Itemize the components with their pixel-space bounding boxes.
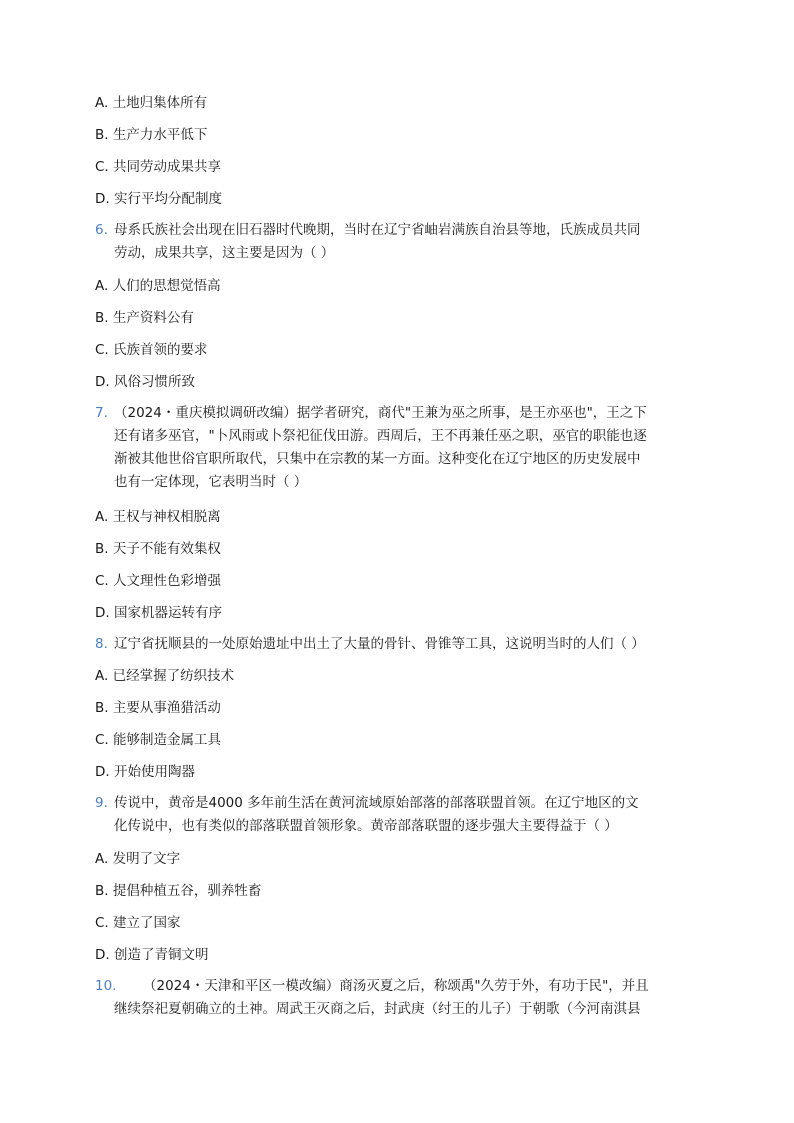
option-d[interactable]: D. 实行平均分配制度 bbox=[95, 191, 222, 207]
option-b[interactable]: B. 生产资料公有 bbox=[95, 310, 194, 326]
question-text: 还有诸多巫官，"卜风雨或卜祭祀征伐田游。西周后，王不再兼任巫之职，巫官的职能也逐 bbox=[114, 428, 647, 444]
option-d[interactable]: D. 风俗习惯所致 bbox=[95, 374, 195, 390]
option-b[interactable]: B. 天子不能有效集权 bbox=[95, 541, 221, 557]
option-c[interactable]: C. 能够制造金属工具 bbox=[95, 732, 222, 748]
question-9-stem bbox=[95, 792, 695, 838]
question-text: 渐被其他世俗官职所取代，只集中在宗教的某一方面。这种变化在辽宁地区的历史发展中 bbox=[114, 451, 641, 467]
question-10-stem bbox=[95, 975, 695, 1021]
option-c[interactable]: C. 氏族首领的要求 bbox=[95, 342, 208, 358]
question-text: （2024・天津和平区一模改编）商汤灭夏之后，称颂禹"久劳于外，有功于民"，并且 bbox=[143, 978, 649, 994]
question-text: 母系氏族社会出现在旧石器时代晚期，当时在辽宁省岫岩满族自治县等地，氏族成员共同 bbox=[114, 222, 641, 238]
question-number: 7. bbox=[95, 405, 108, 421]
question-number: 10. bbox=[95, 978, 117, 994]
option-d[interactable]: D. 创造了青铜文明 bbox=[95, 947, 209, 963]
question-text: 继续祭祀夏朝确立的土神。周武王灭商之后，封武庚（纣王的儿子）于朝歌（今河南淇县 bbox=[114, 1001, 641, 1017]
question-text: 辽宁省抚顺县的一处原始遗址中出土了大量的骨针、骨锥等工具，这说明当时的人们（ ） bbox=[114, 636, 645, 652]
option-a[interactable]: A. 人们的思想觉悟高 bbox=[95, 278, 221, 294]
question-7-stem bbox=[95, 402, 695, 494]
option-d[interactable]: D. 开始使用陶器 bbox=[95, 764, 195, 780]
option-a[interactable]: A. 王权与神权相脱离 bbox=[95, 509, 221, 525]
question-number: 6. bbox=[95, 222, 108, 238]
question-text: 传说中，黄帝是4000 多年前生活在黄河流域原始部落的部落联盟首领。在辽宁地区的文 bbox=[114, 795, 639, 811]
option-b[interactable]: B. 主要从事渔猎活动 bbox=[95, 700, 221, 716]
question-6-stem bbox=[95, 219, 695, 265]
option-a[interactable]: A. 土地归集体所有 bbox=[95, 95, 208, 111]
question-text: 也有一定体现，它表明当时（ ） bbox=[114, 474, 308, 490]
question-text: 化传说中，也有类似的部落联盟首领形象。黄帝部落联盟的逐步强大主要得益于（ ） bbox=[114, 818, 618, 834]
question-number: 9. bbox=[95, 795, 108, 811]
question-8-stem bbox=[95, 633, 695, 656]
option-a[interactable]: A. 发明了文字 bbox=[95, 851, 181, 867]
option-a[interactable]: A. 已经掌握了纺织技术 bbox=[95, 668, 235, 684]
question-text: （2024・重庆模拟调研改编）据学者研究，商代"王兼为巫之所事，是王亦巫也"，王之下 bbox=[114, 405, 647, 421]
option-c[interactable]: C. 人文理性色彩增强 bbox=[95, 573, 222, 589]
option-c[interactable]: C. 建立了国家 bbox=[95, 915, 181, 931]
question-number: 8. bbox=[95, 636, 108, 652]
option-b[interactable]: B. 提倡种植五谷，驯养牲畜 bbox=[95, 883, 262, 899]
question-text: 劳动，成果共享，这主要是因为（ ） bbox=[114, 245, 335, 261]
option-d[interactable]: D. 国家机器运转有序 bbox=[95, 605, 222, 621]
option-c[interactable]: C. 共同劳动成果共享 bbox=[95, 159, 222, 175]
option-b[interactable]: B. 生产力水平低下 bbox=[95, 127, 208, 143]
